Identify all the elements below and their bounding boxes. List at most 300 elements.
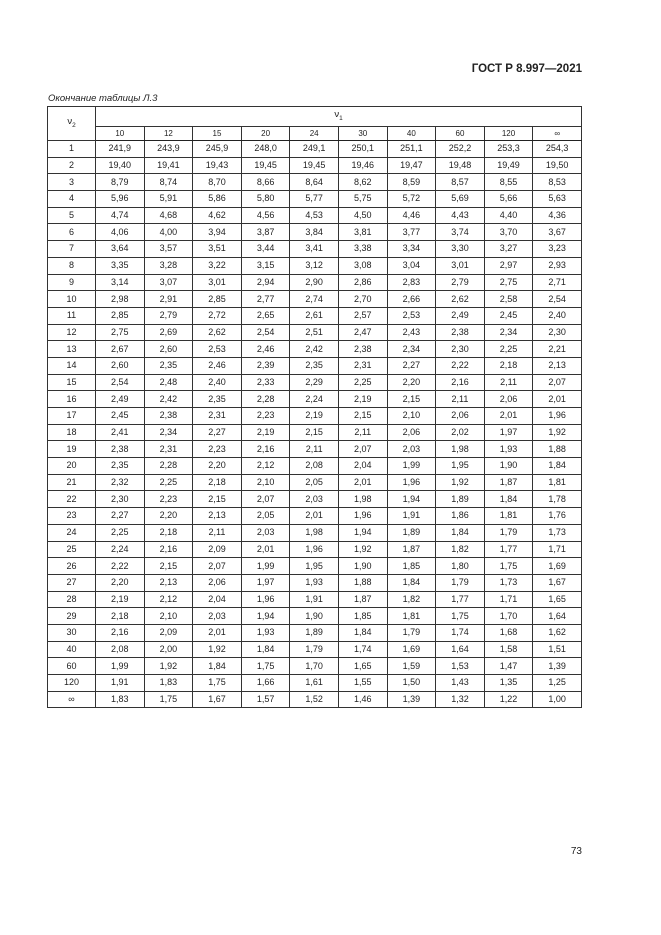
table-row <box>48 558 582 575</box>
table-cell: 2,01 <box>290 508 339 525</box>
table-cell: 1,92 <box>436 474 485 491</box>
table-row <box>48 524 582 541</box>
table-cell: 1,43 <box>436 675 485 692</box>
table-cell: 1,67 <box>193 691 242 708</box>
table-cell: 1,96 <box>387 474 436 491</box>
table-cell: 1,73 <box>484 574 533 591</box>
table-cell: 2,24 <box>290 391 339 408</box>
table-cell: 1,74 <box>436 624 485 641</box>
table-cell: 2,28 <box>241 391 290 408</box>
document-code: ГОСТ Р 8.997—2021 <box>471 63 582 75</box>
table-cell: 2,08 <box>290 458 339 475</box>
table-cell: 2,32 <box>96 474 145 491</box>
table-cell: 2,65 <box>241 307 290 324</box>
row-key-cell: 17 <box>48 408 96 425</box>
row-variable-header: $\nu_2$ <box>48 107 96 141</box>
table-cell: 3,35 <box>96 257 145 274</box>
table-cell: 252,2 <box>436 141 485 158</box>
table-row <box>48 508 582 525</box>
table-cell: 3,57 <box>144 241 193 258</box>
table-cell: 19,48 <box>436 157 485 174</box>
table-cell: 1,82 <box>436 541 485 558</box>
table-cell: 2,43 <box>387 324 436 341</box>
table-cell: 2,31 <box>193 408 242 425</box>
row-key-cell: 60 <box>48 658 96 675</box>
column-variable-header: $\nu_1$ <box>96 107 582 127</box>
table-cell: 1,98 <box>290 524 339 541</box>
table-row <box>48 191 582 208</box>
table-cell: 1,89 <box>436 491 485 508</box>
column-header: ∞ <box>533 127 582 141</box>
table-cell: 5,63 <box>533 191 582 208</box>
table-row <box>48 491 582 508</box>
table-cell: 1,75 <box>241 658 290 675</box>
table-cell: 2,61 <box>290 307 339 324</box>
table-cell: 3,81 <box>338 224 387 241</box>
table-cell: 2,34 <box>144 424 193 441</box>
table-cell: 2,54 <box>533 291 582 308</box>
table-cell: 3,30 <box>436 241 485 258</box>
column-header: 10 <box>96 127 145 141</box>
table-cell: 249,1 <box>290 141 339 158</box>
table-cell: 1,69 <box>387 641 436 658</box>
table-row <box>48 274 582 291</box>
table-cell: 2,31 <box>144 441 193 458</box>
table-cell: 1,75 <box>436 608 485 625</box>
table-cell: 2,35 <box>96 458 145 475</box>
table-cell: 2,38 <box>338 341 387 358</box>
table-cell: 8,70 <box>193 174 242 191</box>
table-cell: 1,00 <box>533 691 582 708</box>
table-cell: 2,01 <box>484 408 533 425</box>
table-cell: 2,33 <box>241 374 290 391</box>
table-cell: 254,3 <box>533 141 582 158</box>
table-cell: 2,00 <box>144 641 193 658</box>
table-cell: 2,71 <box>533 274 582 291</box>
table-cell: 2,01 <box>338 474 387 491</box>
table-cell: 1,93 <box>241 624 290 641</box>
table-cell: 243,9 <box>144 141 193 158</box>
table-cell: 2,38 <box>96 441 145 458</box>
table-cell: 19,45 <box>241 157 290 174</box>
table-row <box>48 141 582 158</box>
table-cell: 19,49 <box>484 157 533 174</box>
table-cell: 1,75 <box>193 675 242 692</box>
table-cell: 2,03 <box>290 491 339 508</box>
table-cell: 1,95 <box>436 458 485 475</box>
table-cell: 1,95 <box>290 558 339 575</box>
table-row <box>48 441 582 458</box>
table-cell: 2,54 <box>241 324 290 341</box>
table-cell: 2,98 <box>96 291 145 308</box>
table-cell: 2,62 <box>436 291 485 308</box>
table-row <box>48 307 582 324</box>
table-cell: 1,65 <box>533 591 582 608</box>
table-cell: 2,23 <box>241 408 290 425</box>
table-cell: 3,04 <box>387 257 436 274</box>
row-key-cell: 29 <box>48 608 96 625</box>
row-key-cell: 7 <box>48 241 96 258</box>
table-cell: 2,25 <box>484 341 533 358</box>
table-row <box>48 624 582 641</box>
row-key-cell: 1 <box>48 141 96 158</box>
column-header-row <box>48 127 582 141</box>
table-row <box>48 541 582 558</box>
table-cell: 1,87 <box>338 591 387 608</box>
table-cell: 2,35 <box>193 391 242 408</box>
row-key-cell: 18 <box>48 424 96 441</box>
table-cell: 2,67 <box>96 341 145 358</box>
table-cell: 1,92 <box>193 641 242 658</box>
table-cell: 1,35 <box>484 675 533 692</box>
table-row <box>48 357 582 374</box>
table-cell: 1,76 <box>533 508 582 525</box>
table-cell: 3,01 <box>436 257 485 274</box>
table-cell: 2,85 <box>96 307 145 324</box>
table-cell: 2,46 <box>193 357 242 374</box>
table-cell: 2,53 <box>387 307 436 324</box>
table-cell: 2,22 <box>436 357 485 374</box>
row-key-cell: 12 <box>48 324 96 341</box>
column-header: 15 <box>193 127 242 141</box>
table-cell: 2,39 <box>241 357 290 374</box>
table-cell: 2,13 <box>193 508 242 525</box>
table-cell: 1,65 <box>338 658 387 675</box>
table-cell: 2,13 <box>144 574 193 591</box>
table-cell: 4,46 <box>387 207 436 224</box>
row-key-cell: 27 <box>48 574 96 591</box>
table-cell: 2,66 <box>387 291 436 308</box>
table-cell: 3,23 <box>533 241 582 258</box>
table-cell: 1,77 <box>436 591 485 608</box>
table-cell: 4,56 <box>241 207 290 224</box>
row-key-cell: 9 <box>48 274 96 291</box>
table-row <box>48 574 582 591</box>
table-cell: 2,19 <box>241 424 290 441</box>
table-cell: 1,64 <box>533 608 582 625</box>
table-cell: 1,75 <box>484 558 533 575</box>
table-row <box>48 691 582 708</box>
table-cell: 1,88 <box>338 574 387 591</box>
table-cell: 1,84 <box>241 641 290 658</box>
table-cell: 2,19 <box>290 408 339 425</box>
table-row <box>48 474 582 491</box>
table-cell: 1,22 <box>484 691 533 708</box>
table-cell: 8,55 <box>484 174 533 191</box>
table-cell: 2,34 <box>387 341 436 358</box>
table-cell: 1,90 <box>338 558 387 575</box>
table-cell: 1,74 <box>338 641 387 658</box>
table-cell: 1,47 <box>484 658 533 675</box>
row-key-cell: 22 <box>48 491 96 508</box>
table-cell: 1,71 <box>533 541 582 558</box>
table-cell: 3,14 <box>96 274 145 291</box>
table-cell: 1,66 <box>241 675 290 692</box>
column-header: 40 <box>387 127 436 141</box>
table-row <box>48 207 582 224</box>
table-cell: 2,23 <box>144 491 193 508</box>
table-cell: 1,79 <box>387 624 436 641</box>
table-cell: 2,51 <box>290 324 339 341</box>
table-cell: 2,20 <box>144 508 193 525</box>
row-key-cell: 120 <box>48 675 96 692</box>
table-cell: 2,53 <box>193 341 242 358</box>
table-cell: 1,62 <box>533 624 582 641</box>
table-cell: 2,30 <box>436 341 485 358</box>
table-cell: 2,15 <box>338 408 387 425</box>
table-cell: 3,22 <box>193 257 242 274</box>
table-cell: 2,27 <box>387 357 436 374</box>
table-cell: 1,84 <box>193 658 242 675</box>
table-cell: 8,53 <box>533 174 582 191</box>
table-row <box>48 408 582 425</box>
table-cell: 2,42 <box>144 391 193 408</box>
table-cell: 1,81 <box>533 474 582 491</box>
row-key-cell: 21 <box>48 474 96 491</box>
table-row <box>48 291 582 308</box>
table-cell: 2,01 <box>241 541 290 558</box>
table-cell: 2,35 <box>144 357 193 374</box>
row-key-cell: 19 <box>48 441 96 458</box>
table-row <box>48 174 582 191</box>
table-row <box>48 658 582 675</box>
table-cell: 5,91 <box>144 191 193 208</box>
table-cell: 2,83 <box>387 274 436 291</box>
table-cell: 1,85 <box>387 558 436 575</box>
table-cell: 2,41 <box>96 424 145 441</box>
table-cell: 19,43 <box>193 157 242 174</box>
table-cell: 1,98 <box>338 491 387 508</box>
table-cell: 3,15 <box>241 257 290 274</box>
column-header: 120 <box>484 127 533 141</box>
table-row <box>48 324 582 341</box>
table-cell: 2,06 <box>387 424 436 441</box>
table-cell: 3,70 <box>484 224 533 241</box>
table-cell: 5,75 <box>338 191 387 208</box>
table-cell: 19,46 <box>338 157 387 174</box>
table-cell: 2,74 <box>290 291 339 308</box>
table-cell: 1,89 <box>290 624 339 641</box>
table-cell: 2,48 <box>144 374 193 391</box>
table-cell: 2,19 <box>338 391 387 408</box>
row-key-cell: 15 <box>48 374 96 391</box>
table-cell: 4,62 <box>193 207 242 224</box>
table-cell: 2,70 <box>338 291 387 308</box>
table-cell: 2,05 <box>241 508 290 525</box>
table-cell: 1,87 <box>387 541 436 558</box>
table-cell: 2,45 <box>484 307 533 324</box>
table-cell: 2,20 <box>193 458 242 475</box>
table-cell: 248,0 <box>241 141 290 158</box>
row-key-cell: 40 <box>48 641 96 658</box>
table-row <box>48 157 582 174</box>
table-cell: 1,84 <box>484 491 533 508</box>
table-cell: 5,86 <box>193 191 242 208</box>
table-cell: 2,45 <box>96 408 145 425</box>
table-cell: 5,69 <box>436 191 485 208</box>
table-cell: 2,25 <box>144 474 193 491</box>
table-cell: 3,08 <box>338 257 387 274</box>
table-cell: 1,99 <box>387 458 436 475</box>
table-cell: 1,94 <box>387 491 436 508</box>
table-cell: 1,85 <box>338 608 387 625</box>
table-cell: 8,66 <box>241 174 290 191</box>
table-cell: 2,20 <box>96 574 145 591</box>
table-cell: 1,98 <box>436 441 485 458</box>
table-cell: 1,67 <box>533 574 582 591</box>
row-key-cell: 25 <box>48 541 96 558</box>
table-cell: 1,75 <box>144 691 193 708</box>
table-cell: 2,07 <box>193 558 242 575</box>
table-cell: 2,04 <box>338 458 387 475</box>
table-cell: 2,09 <box>193 541 242 558</box>
table-cell: 1,71 <box>484 591 533 608</box>
table-cell: 2,05 <box>290 474 339 491</box>
table-cell: 2,91 <box>144 291 193 308</box>
table-cell: 1,93 <box>484 441 533 458</box>
table-cell: 2,94 <box>241 274 290 291</box>
table-cell: 1,50 <box>387 675 436 692</box>
table-cell: 5,66 <box>484 191 533 208</box>
table-cell: 1,94 <box>241 608 290 625</box>
table-cell: 2,10 <box>144 608 193 625</box>
table-cell: 5,80 <box>241 191 290 208</box>
table-cell: 2,46 <box>241 341 290 358</box>
table-cell: 3,94 <box>193 224 242 241</box>
table-cell: 2,35 <box>290 357 339 374</box>
table-cell: 19,40 <box>96 157 145 174</box>
table-cell: 2,07 <box>338 441 387 458</box>
table-cell: 1,84 <box>436 524 485 541</box>
table-cell: 2,20 <box>387 374 436 391</box>
column-header: 24 <box>290 127 339 141</box>
table-cell: 3,41 <box>290 241 339 258</box>
table-cell: 1,96 <box>338 508 387 525</box>
table-cell: 1,93 <box>290 574 339 591</box>
table-cell: 1,57 <box>241 691 290 708</box>
row-key-cell: 23 <box>48 508 96 525</box>
table-cell: 2,10 <box>241 474 290 491</box>
table-cell: 8,64 <box>290 174 339 191</box>
table-cell: 1,77 <box>484 541 533 558</box>
table-cell: 3,38 <box>338 241 387 258</box>
table-cell: 2,22 <box>96 558 145 575</box>
table-cell: 2,58 <box>484 291 533 308</box>
table-cell: 1,83 <box>144 675 193 692</box>
table-cell: 2,11 <box>484 374 533 391</box>
table-cell: 2,11 <box>290 441 339 458</box>
table-cell: 2,03 <box>241 524 290 541</box>
table-cell: 2,30 <box>533 324 582 341</box>
table-cell: 4,40 <box>484 207 533 224</box>
table-cell: 1,79 <box>436 574 485 591</box>
table-cell: 4,43 <box>436 207 485 224</box>
table-cell: 3,84 <box>290 224 339 241</box>
table-cell: 1,92 <box>144 658 193 675</box>
table-cell: 2,15 <box>193 491 242 508</box>
table-cell: 19,41 <box>144 157 193 174</box>
table-cell: 2,25 <box>96 524 145 541</box>
table-row <box>48 391 582 408</box>
row-key-cell: 4 <box>48 191 96 208</box>
page-number: 73 <box>570 846 582 857</box>
row-key-cell: 2 <box>48 157 96 174</box>
table-cell: 2,07 <box>241 491 290 508</box>
table-cell: 1,46 <box>338 691 387 708</box>
table-row <box>48 257 582 274</box>
table-row <box>48 675 582 692</box>
table-cell: 2,75 <box>484 274 533 291</box>
table-cell: 2,23 <box>193 441 242 458</box>
table-cell: 1,88 <box>533 441 582 458</box>
table-cell: 5,72 <box>387 191 436 208</box>
table-cell: 251,1 <box>387 141 436 158</box>
table-cell: 1,92 <box>533 424 582 441</box>
table-cell: 3,27 <box>484 241 533 258</box>
row-key-cell: 8 <box>48 257 96 274</box>
table-row <box>48 224 582 241</box>
table-cell: 250,1 <box>338 141 387 158</box>
table-cell: 2,06 <box>436 408 485 425</box>
table-cell: 2,31 <box>338 357 387 374</box>
row-key-cell: 5 <box>48 207 96 224</box>
row-key-cell: 6 <box>48 224 96 241</box>
table-cell: 1,96 <box>533 408 582 425</box>
table-cell: 241,9 <box>96 141 145 158</box>
table-cell: 1,39 <box>387 691 436 708</box>
table-cell: 2,25 <box>338 374 387 391</box>
row-key-cell: 16 <box>48 391 96 408</box>
table-cell: 1,84 <box>338 624 387 641</box>
table-cell: 2,72 <box>193 307 242 324</box>
table-cell: 2,79 <box>436 274 485 291</box>
table-cell: 2,79 <box>144 307 193 324</box>
table-cell: 2,02 <box>436 424 485 441</box>
table-cell: 3,44 <box>241 241 290 258</box>
column-header: 20 <box>241 127 290 141</box>
table-cell: 1,78 <box>533 491 582 508</box>
table-cell: 3,51 <box>193 241 242 258</box>
table-cell: 2,16 <box>96 624 145 641</box>
table-cell: 1,58 <box>484 641 533 658</box>
table-cell: 1,83 <box>96 691 145 708</box>
table-cell: 2,13 <box>533 357 582 374</box>
table-cell: 1,79 <box>484 524 533 541</box>
table-cell: 1,94 <box>338 524 387 541</box>
table-cell: 2,38 <box>436 324 485 341</box>
table-cell: 19,50 <box>533 157 582 174</box>
row-key-cell: 28 <box>48 591 96 608</box>
column-header: 30 <box>338 127 387 141</box>
table-cell: 4,00 <box>144 224 193 241</box>
table-row <box>48 374 582 391</box>
table-cell: 2,11 <box>436 391 485 408</box>
table-cell: 2,54 <box>96 374 145 391</box>
table-cell: 8,79 <box>96 174 145 191</box>
table-cell: 3,67 <box>533 224 582 241</box>
table-cell: 2,07 <box>533 374 582 391</box>
table-cell: 2,49 <box>96 391 145 408</box>
table-cell: 2,34 <box>484 324 533 341</box>
table-cell: 1,84 <box>533 458 582 475</box>
table-cell: 2,97 <box>484 257 533 274</box>
table-cell: 2,62 <box>193 324 242 341</box>
table-cell: 4,06 <box>96 224 145 241</box>
table-cell: 2,03 <box>387 441 436 458</box>
row-key-cell: 13 <box>48 341 96 358</box>
table-cell: 2,06 <box>484 391 533 408</box>
table-cell: 2,19 <box>96 591 145 608</box>
